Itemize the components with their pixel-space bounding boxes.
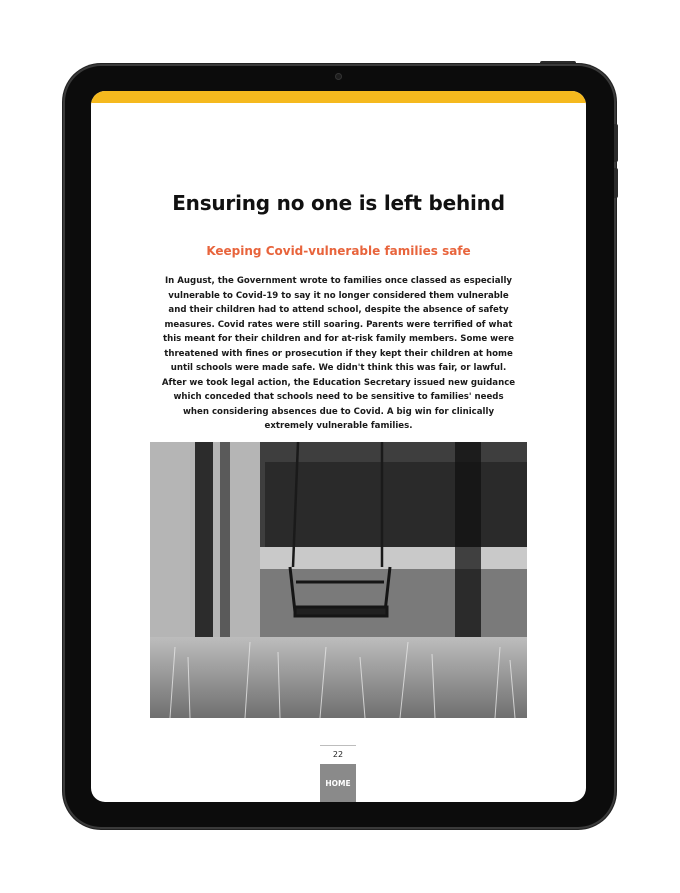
- swing-photo-icon: [150, 442, 527, 718]
- page-title: Ensuring no one is left behind: [172, 191, 505, 215]
- home-button[interactable]: HOME: [320, 764, 356, 802]
- front-camera-icon: [335, 73, 342, 80]
- page-number-divider: [320, 745, 356, 746]
- swing-photo: [150, 442, 527, 718]
- section-subtitle: Keeping Covid-vulnerable families safe: [206, 244, 471, 258]
- tablet-power-button: [614, 124, 618, 162]
- article-body: In August, the Government wrote to families once classed as especially vulnerable to Covid-19 to say it no longer considered them vulnerable and their children had to attend school, despite the absence of safety measures. Covid rates were still soaring. Parents were terrified of what this meant for their children and for at-risk family members. Some were threatened with fines or prosecution if they kept their children at home until schools were made safe. We didn't think this was fair, or lawful. After we took legal action, the Education Secretary issued new guidance which conceded that schools need to be sensitive to families' needs when considering absences due to Covid. A big win for clinically extremely vulnerable families.: [161, 276, 516, 431]
- accent-bar: [91, 91, 586, 103]
- tablet-screen: [91, 91, 586, 802]
- tablet-volume-button: [614, 168, 618, 198]
- page-number: 22: [332, 750, 344, 759]
